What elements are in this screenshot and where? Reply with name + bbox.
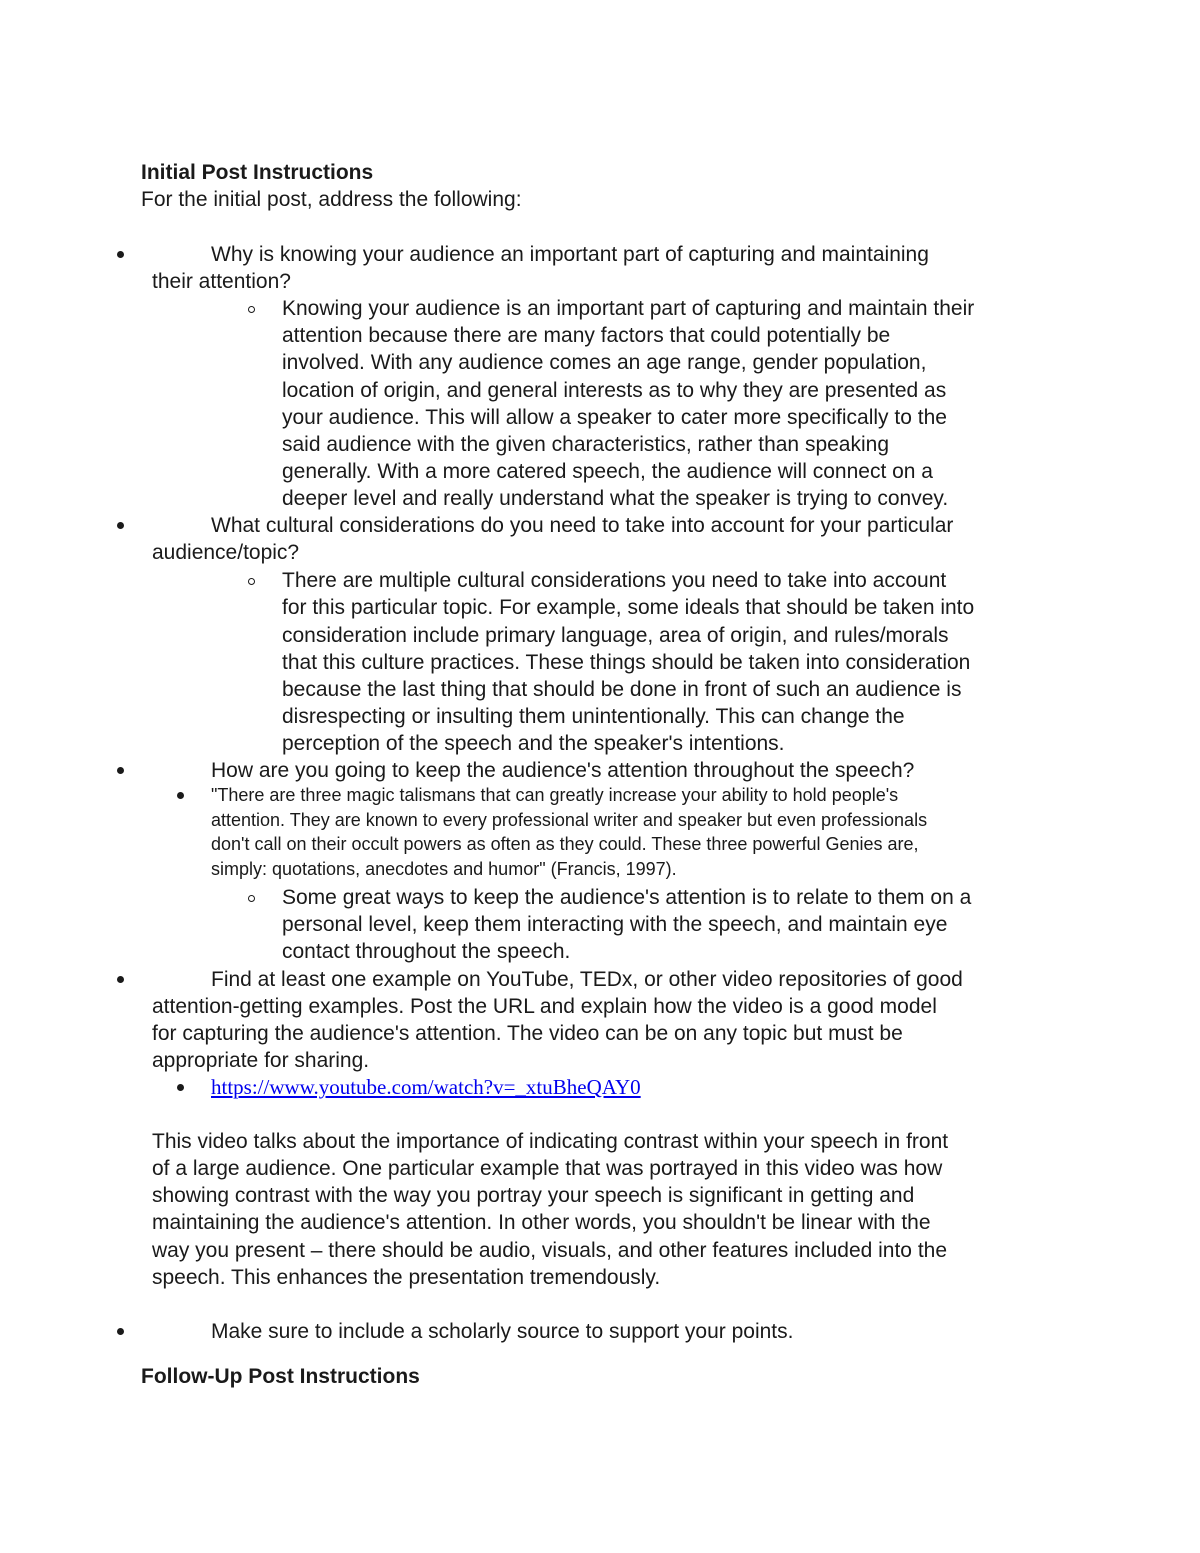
question-4-line-1: Find at least one example on YouTube, TEDx, or other video repositories of good (211, 968, 963, 991)
answer-2-line: because the last thing that should be done in front of such an audience is (282, 678, 962, 701)
explanation-line: This video talks about the importance of indicating contrast within your speech in front (152, 1130, 949, 1153)
question-4-line-2: attention-getting examples. Post the URL and explain how the video is a good model (152, 995, 937, 1018)
answer-1-line: deeper level and really understand what the speaker is trying to convey. (282, 487, 949, 510)
youtube-link[interactable]: https://www.youtube.com/watch?v=_xtuBheQAY0 (211, 1075, 641, 1099)
question-5-line-1: Make sure to include a scholarly source to support your points. (211, 1320, 794, 1343)
followup-title: Follow-Up Post Instructions (141, 1365, 420, 1388)
answer-2-line: consideration include primary language, area of origin, and rules/morals (282, 624, 949, 647)
bullet-icon (117, 767, 124, 774)
question-2-line-1: What cultural considerations do you need to take into account for your particular (211, 514, 954, 537)
answer-3-line: personal level, keep them interacting with the speech, and maintain eye (282, 913, 948, 936)
sub-bullet-icon (248, 578, 255, 585)
sub-bullet-icon (248, 306, 255, 313)
answer-2-line: disrespecting or insulting them unintentionally. This can change the (282, 705, 905, 728)
answer-1-line: involved. With any audience comes an age range, gender population, (282, 351, 927, 374)
bullet-icon (117, 976, 124, 983)
explanation-line: way you present – there should be audio, visuals, and other features included into the (152, 1239, 948, 1262)
question-1-line-2: their attention? (152, 270, 291, 293)
quote-line: attention. They are known to every professional writer and speaker but even professionals (211, 810, 928, 830)
bullet-icon (117, 251, 124, 258)
question-1-line-1: Why is knowing your audience an important part of capturing and maintaining (211, 243, 929, 266)
bullet-icon (117, 1328, 124, 1335)
explanation-line: of a large audience. One particular example that was portrayed in this video was how (152, 1157, 943, 1180)
bullet-icon (177, 1084, 184, 1091)
question-4-line-4: appropriate for sharing. (152, 1049, 370, 1072)
quote-line: "There are three magic talismans that can greatly increase your ability to hold people's (211, 785, 899, 805)
section-title: Initial Post Instructions (141, 161, 374, 184)
answer-2-line: perception of the speech and the speaker's intentions. (282, 732, 785, 755)
answer-1-line: Knowing your audience is an important part of capturing and maintain their (282, 297, 975, 320)
explanation-line: speech. This enhances the presentation tremendously. (152, 1266, 661, 1289)
answer-1-line: generally. With a more catered speech, the audience will connect on a (282, 460, 933, 483)
explanation-line: maintaining the audience's attention. In other words, you shouldn't be linear with the (152, 1211, 931, 1234)
answer-3-line: Some great ways to keep the audience's attention is to relate to them on a (282, 886, 972, 909)
quote-line: don't call on their occult powers as often as they could. These three powerful Genies are, (211, 834, 919, 854)
answer-2-line: for this particular topic. For example, some ideals that should be taken into (282, 596, 975, 619)
sub-bullet-icon (248, 895, 255, 902)
answer-3-line: contact throughout the speech. (282, 940, 571, 963)
question-4-line-3: for capturing the audience's attention. The video can be on any topic but must be (152, 1022, 903, 1045)
bullet-icon (117, 522, 124, 529)
intro-text: For the initial post, address the following: (141, 188, 522, 211)
answer-1-line: location of origin, and general interests as to why they are presented as (282, 379, 947, 402)
question-3-line-1: How are you going to keep the audience's attention throughout the speech? (211, 759, 915, 782)
answer-1-line: your audience. This will allow a speaker to cater more specifically to the (282, 406, 947, 429)
explanation-line: showing contrast with the way you portray your speech is significant in getting and (152, 1184, 915, 1207)
quote-line: simply: quotations, anecdotes and humor" (Francis, 1997). (211, 859, 677, 879)
answer-1-line: said audience with the given characteristics, rather than speaking (282, 433, 890, 456)
answer-2-line: There are multiple cultural considerations you need to take into account (282, 569, 947, 592)
answer-1-line: attention because there are many factors that could potentially be (282, 324, 891, 347)
question-2-line-2: audience/topic? (152, 541, 300, 564)
answer-2-line: that this culture practices. These things should be taken into consideration (282, 651, 971, 674)
bullet-icon (177, 792, 184, 799)
